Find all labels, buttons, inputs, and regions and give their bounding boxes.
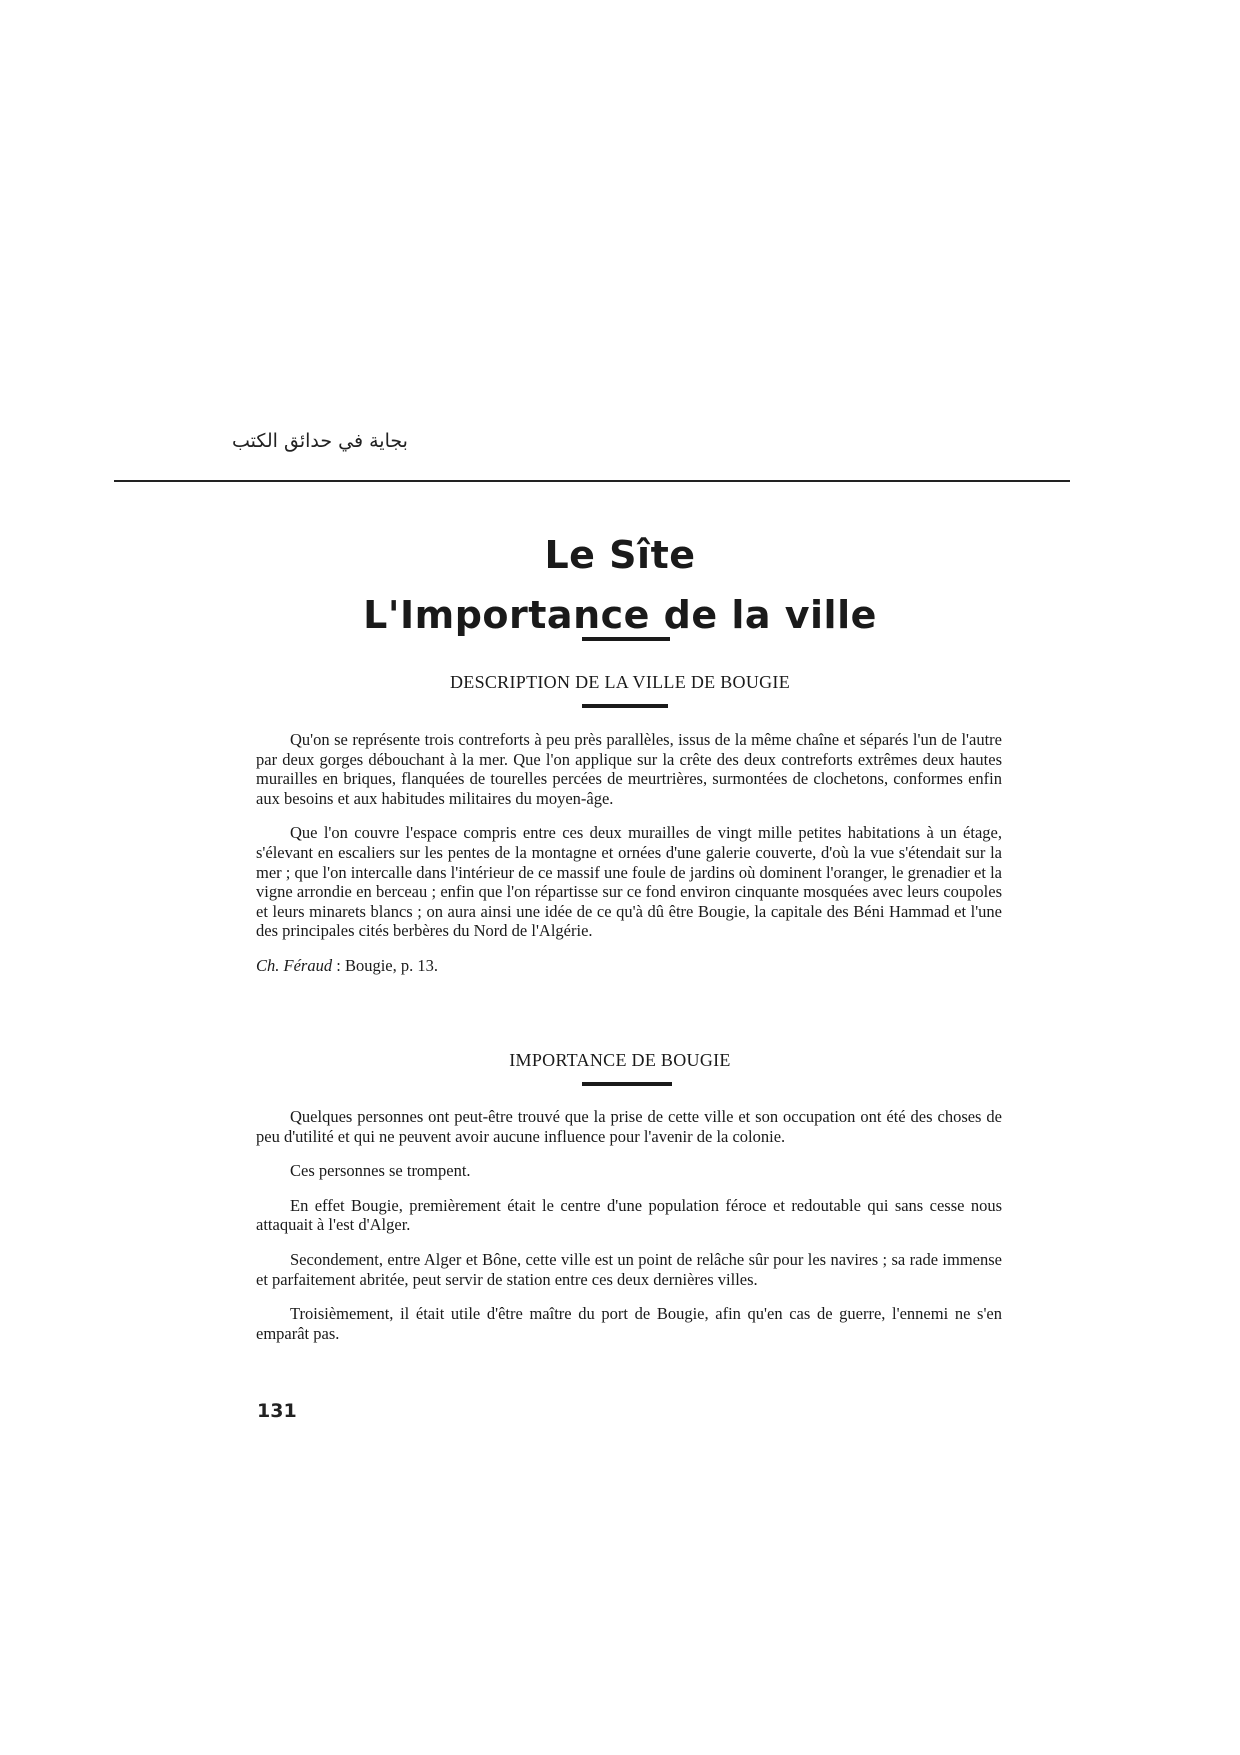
page-number: 131 <box>257 1400 297 1422</box>
page-title-line-2: L'Importance de la ville <box>363 593 877 637</box>
citation-separator: : <box>332 955 345 975</box>
title-block <box>0 525 1240 645</box>
section-rule-importance <box>582 1082 672 1086</box>
citation-source: Bougie, p. 13. <box>344 955 438 975</box>
paragraph: Que l'on couvre l'espace compris entre ces deux murailles de vingt mille petites habitations à un étage, s'élevant en escaliers sur les pentes de la montagne et ornées d'une galerie couverte, d'où la vue s'étendait sur la mer ; que l'on intercalle dans l'intérieur de ce massif une foule de jardins où dominent l'oranger, le grenadier et la vigne arrondie en berceau ; enfin que l'on répartisse sur ce fond environ cinquante mosquées avec leurs coupoles et leurs minarets blancs ; on aura ainsi une idée de ce qu'à dû être Bougie, la capitale des Béni Hammad et l'une des principales cités berbères du Nord de l'Algérie. <box>256 823 1002 941</box>
section-heading-description: DESCRIPTION DE LA VILLE DE BOUGIE <box>449 672 791 692</box>
paragraph: Quelques personnes ont peut-être trouvé que la prise de cette ville et son occupation ont été des choses de peu d'utilité et qui ne peuvent avoir aucune influence pour l'avenir de la colonie. <box>256 1107 1002 1146</box>
header-rule <box>114 480 1070 482</box>
paragraph: Troisièmement, il était utile d'être maître du port de Bougie, afin qu'en cas de guerre, l'ennemi ne s'en emparât pas. <box>256 1304 1002 1343</box>
citation <box>256 956 1002 976</box>
section-body-description <box>256 730 1002 991</box>
section-heading-importance: IMPORTANCE DE BOUGIE <box>509 1050 731 1070</box>
paragraph: Ces personnes se trompent. <box>290 1161 471 1181</box>
section-rule-description <box>582 704 668 708</box>
citation-author: Ch. Féraud <box>256 955 333 975</box>
page-title-line-1: Le Sîte <box>544 533 696 577</box>
running-header: بجاية في حدائق الكتب <box>232 430 408 452</box>
paragraph: Secondement, entre Alger et Bône, cette ville est un point de relâche sûr pour les navires ; sa rade immense et parfaitement abritée, peut servir de station entre ces deux dernières villes. <box>256 1249 1002 1289</box>
paragraph: En effet Bougie, premièrement était le centre d'une population féroce et redoutable qui sans cesse nous attaquait à l'est d'Alger. <box>256 1195 1002 1235</box>
paragraph: Qu'on se représente trois contreforts à peu près parallèles, issus de la même chaîne et séparés l'un de l'autre par deux gorges débouchant à la mer. Que l'on applique sur la crête des deux contreforts extrêmes deux hautes murailles en briques, flanquées de tourelles percées de meurtrières, surmontées de clochetons, conformes enfin aux besoins et aux habitudes militaires du moyen-âge. <box>256 730 1002 808</box>
title-underline-rule <box>582 637 670 641</box>
section-body-importance <box>256 1107 1002 1358</box>
